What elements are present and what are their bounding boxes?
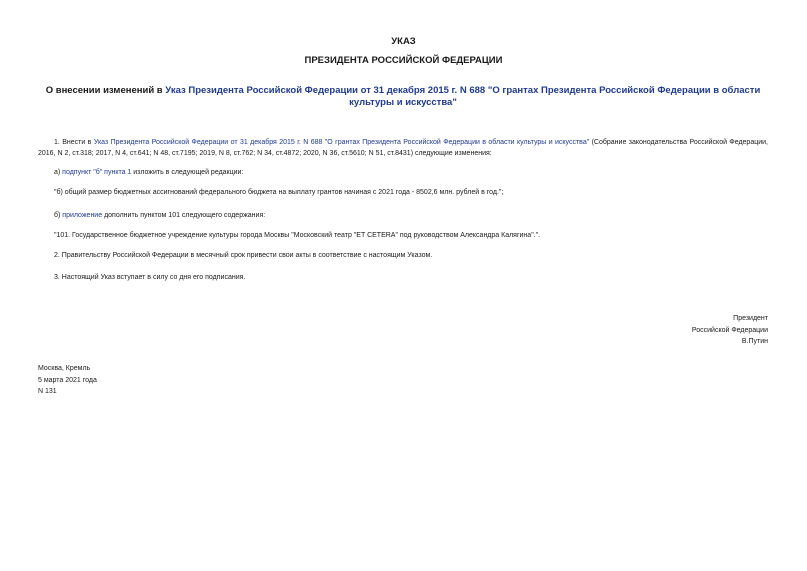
paragraph-1a-prefix: а) [54, 169, 63, 176]
appendix-link[interactable]: приложение [62, 212, 103, 219]
paragraph-2: 2. Правительству Российской Федерации в месячный срок привести свои акты в соответствие с настоящим Указом. [54, 252, 433, 259]
paragraph-1a-suffix: изложить в следующей редакции: [131, 169, 244, 176]
signature-name: В.Путин [741, 338, 768, 345]
signature-title: Президент [733, 315, 768, 322]
document-issuer: ПРЕЗИДЕНТА РОССИЙСКОЙ ФЕДЕРАЦИИ [304, 55, 503, 66]
paragraph-1b [54, 210, 768, 221]
paragraph-1-decree-link[interactable]: Указ Президента Российской Федерации от 31 декабря 2015 г. N 688 "О грантах Президента Российской Федерации в области культуры и искусства" [93, 139, 590, 146]
paragraph-1-prefix: 1. Внести в [54, 139, 94, 146]
paragraph-1b-suffix: дополнить пунктом 101 следующего содержания: [102, 212, 266, 219]
paragraph-1b-prefix: б) [54, 212, 63, 219]
subject-prefix: О внесении изменений в [45, 85, 166, 96]
paragraph-1a [54, 167, 768, 178]
quoted-text-1: "б) общий размер бюджетных ассигнований федерального бюджета на выплату грантов начиная с 2021 года - 8502,6 млн. рублей в год."; [54, 189, 504, 196]
paragraph-3: 3. Настоящий Указ вступает в силу со дня его подписания. [54, 274, 246, 281]
document-type-title: УКАЗ [391, 36, 416, 47]
signature-block [692, 313, 768, 348]
decree-number: N 131 [38, 388, 57, 395]
signature-title-2: Российской Федерации [691, 326, 768, 334]
subparagraph-b-link[interactable]: подпункт "б" пункта 1 [62, 169, 132, 176]
document-subject [38, 85, 768, 109]
signing-place: Москва, Кремль [38, 365, 91, 372]
signing-date: 5 марта 2021 года [38, 376, 97, 384]
place-date-block [38, 363, 97, 398]
subject-decree-link[interactable]: Указ Президента Российской Федерации от 31 декабря 2015 г. N 688 "О грантах Президента Российской Федерации в области культуры и искусства" [165, 85, 761, 108]
quoted-text-2: "101. Государственное бюджетное учреждение культуры города Москвы "Московский театр "ET CETERA" под руководством Александра Калягина".". [54, 232, 541, 239]
paragraph-1-suffix: (Собрание законодательства Российской Федерации, 2016, N 2, ст.318; 2017, N 4, ст.641; N 48, ст.7195; 2019, N 8, ст.762; N 34, ст.4872; 2020, N 36, ст.5610; N 51, ст.8431) следующие изменения: [38, 139, 768, 157]
paragraph-1 [38, 137, 768, 159]
